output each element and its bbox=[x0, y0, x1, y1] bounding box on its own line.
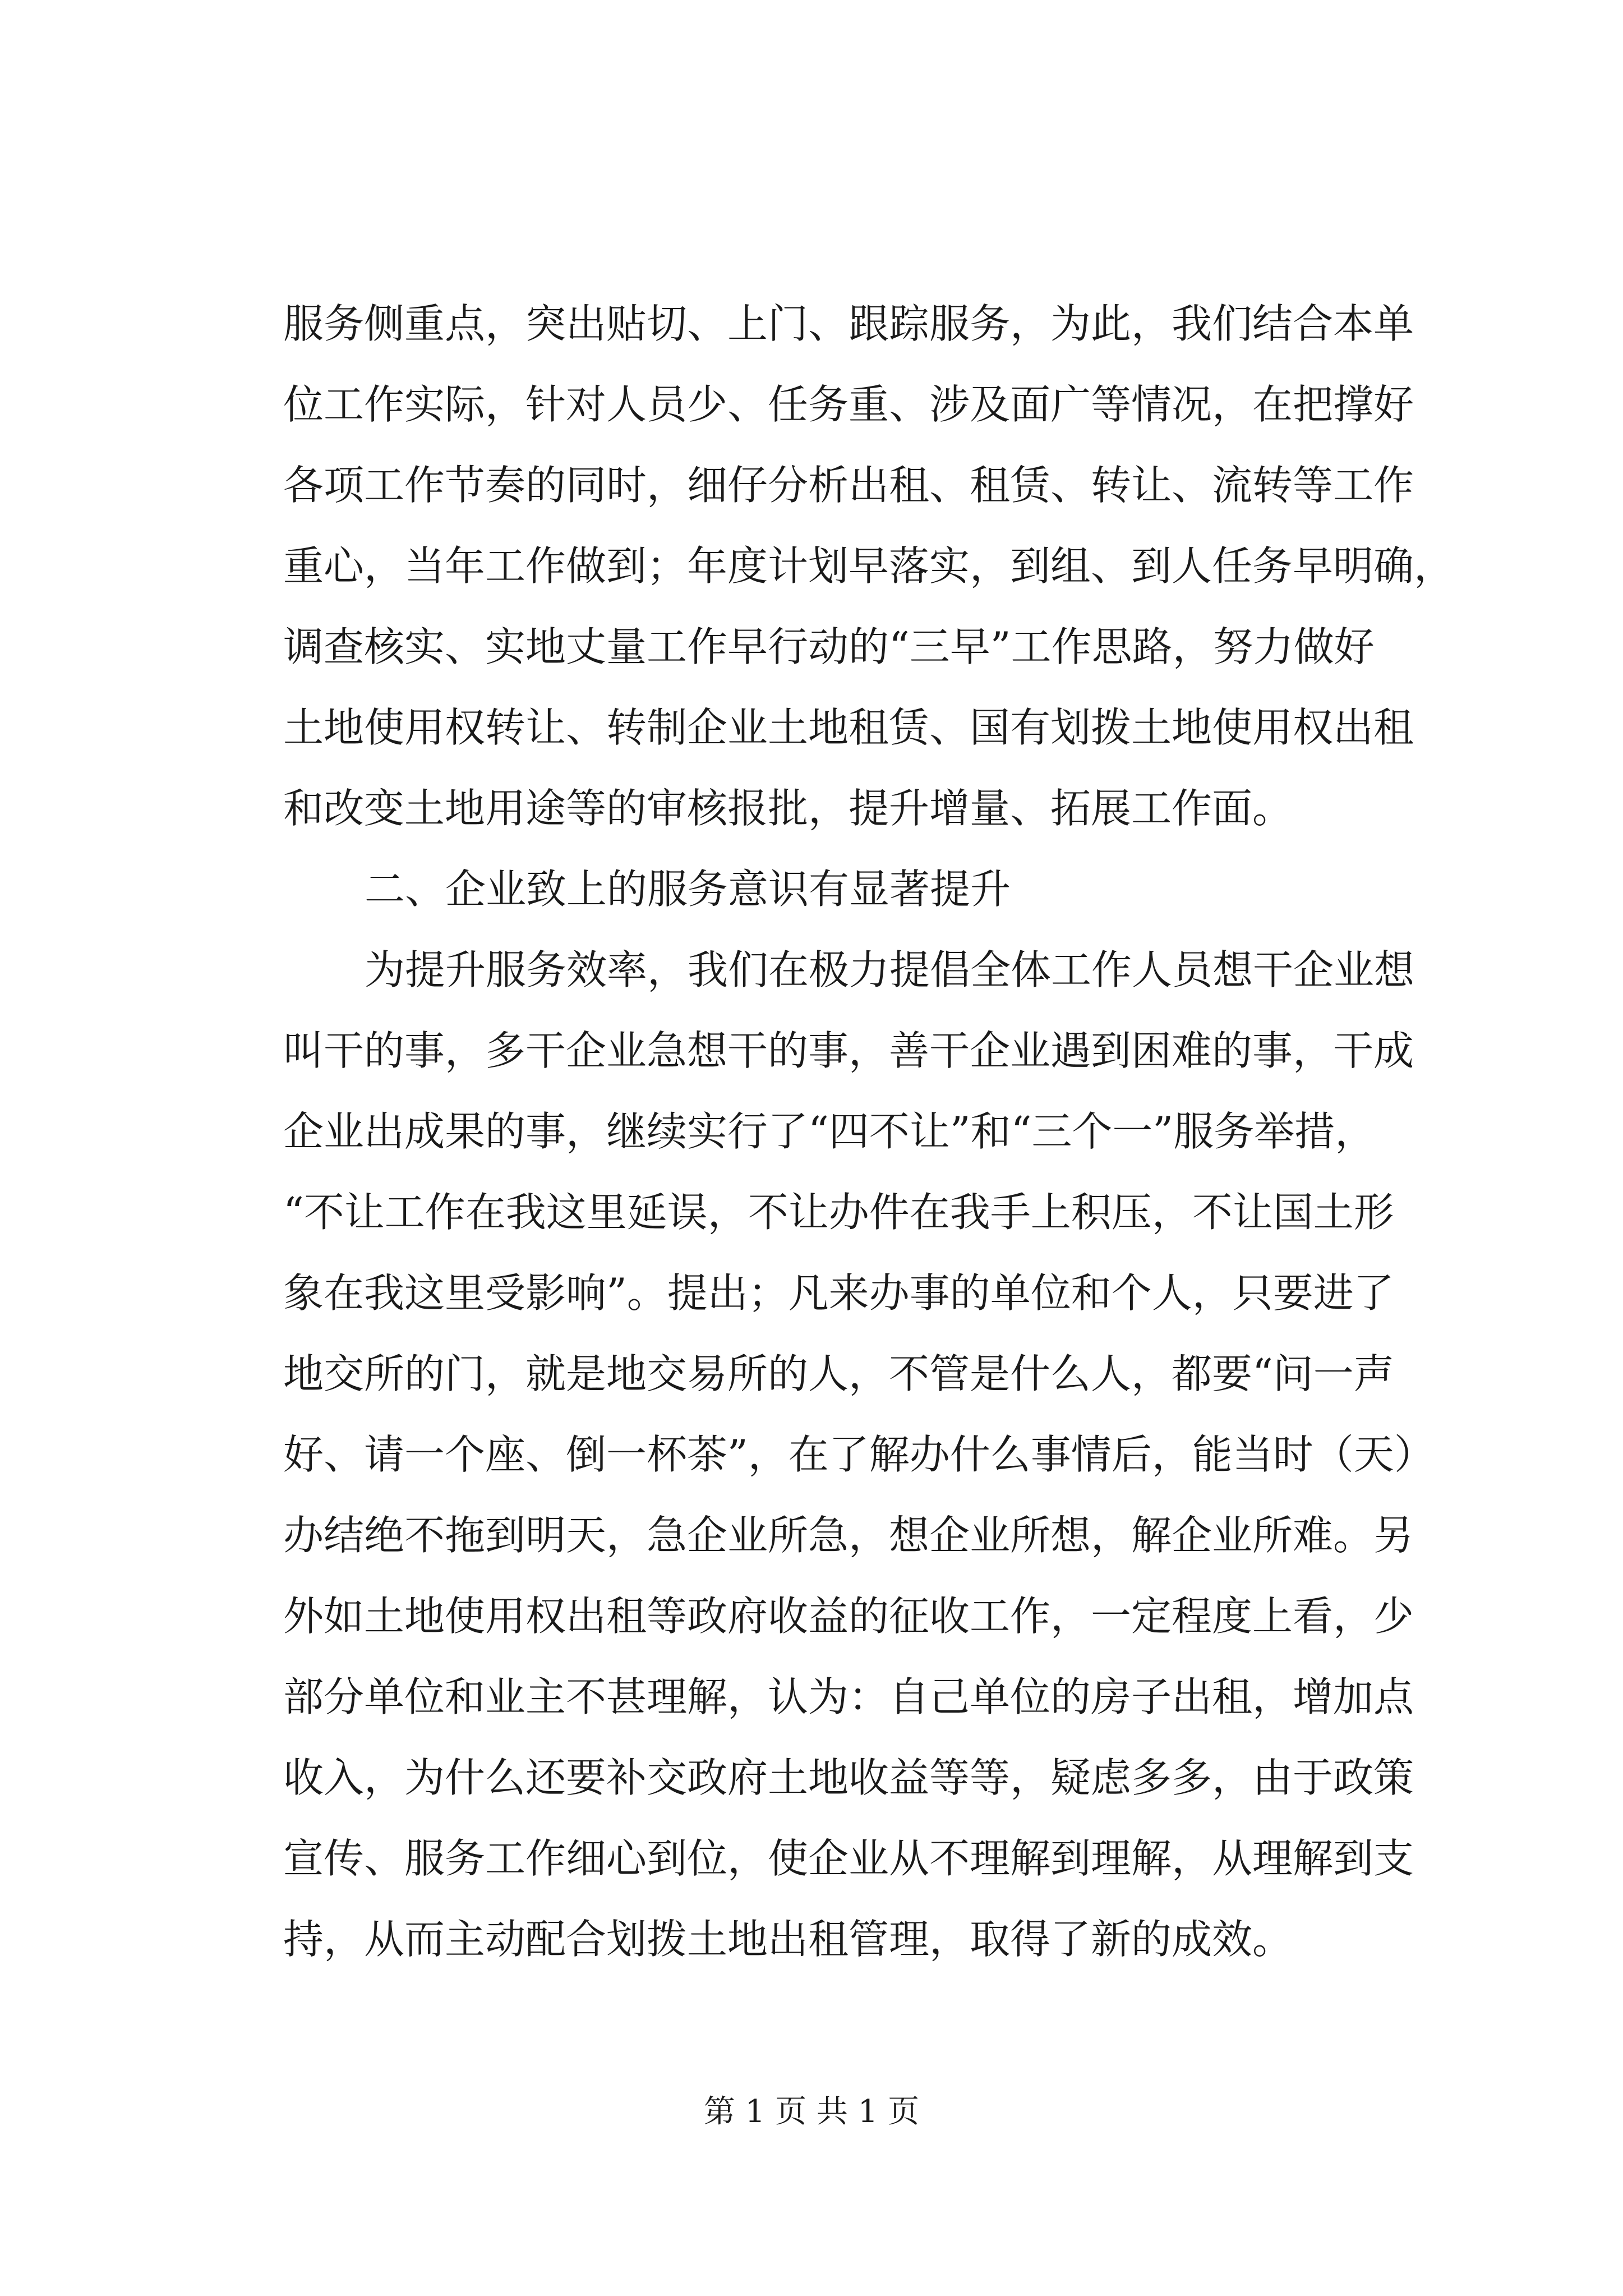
text-line: 收入，为什么还要补交政府土地收益等等，疑虑多多，由于政策 bbox=[283, 1754, 1414, 1801]
text-line: 部分单位和业主不甚理解，认为：自己单位的房子出租，增加点 bbox=[283, 1673, 1414, 1720]
text-line: 为提升服务效率，我们在极力提倡全体工作人员想干企业想 bbox=[365, 946, 1415, 993]
text-line: 重心，当年工作做到；年度计划早落实，到组、到人任务早明确， bbox=[283, 542, 1455, 590]
text-line: 象在我这里受影响”。提出；凡来办事的单位和个人，只要进了 bbox=[283, 1269, 1394, 1317]
text-line: 土地使用权转让、转制企业土地租赁、国有划拨土地使用权出租 bbox=[283, 704, 1414, 751]
text-line: 服务侧重点，突出贴切、上门、跟踪服务，为此，我们结合本单 bbox=[283, 300, 1414, 347]
text-line: 企业出成果的事，继续实行了“四不让”和“三个一”服务举措， bbox=[283, 1108, 1376, 1155]
page-footer bbox=[0, 2090, 1623, 2134]
text-line: 宣传、服务工作细心到位，使企业从不理解到理解，从理解到支 bbox=[283, 1835, 1414, 1882]
text-line: 好、请一个座、倒一杯茶”，在了解办什么事情后，能当时（天） bbox=[283, 1431, 1435, 1478]
text-line: 叫干的事，多干企业急想干的事，善干企业遇到困难的事，干成 bbox=[283, 1027, 1414, 1074]
text-line: 和改变土地用途等的审核报批，提升增量、拓展工作面。 bbox=[283, 785, 1293, 832]
text-line: “不让工作在我这里延误，不让办件在我手上积压，不让国土形 bbox=[283, 1189, 1394, 1236]
section-heading: 二、企业致上的服务意识有显著提升 bbox=[365, 866, 1011, 913]
text-line: 调查核实、实地丈量工作早行动的“三早”工作思路，努力做好 bbox=[283, 623, 1375, 670]
text-line: 外如土地使用权出租等政府收益的征收工作，一定程度上看，少 bbox=[283, 1593, 1414, 1640]
text-line: 办结绝不拖到明天，急企业所急，想企业所想，解企业所难。另 bbox=[283, 1512, 1414, 1559]
document-body bbox=[283, 283, 1455, 1980]
page-number-label: 第 1 页 共 1 页 bbox=[703, 2093, 920, 2130]
text-line: 各项工作节奏的同时，细仔分析出租、租赁、转让、流转等工作 bbox=[283, 462, 1414, 509]
text-line: 位工作实际，针对人员少、任务重、涉及面广等情况，在把撑好 bbox=[283, 381, 1414, 428]
text-line: 持，从而主动配合划拨土地出租管理，取得了新的成效。 bbox=[283, 1916, 1293, 1963]
text-line: 地交所的门，就是地交易所的人，不管是什么人，都要“问一声 bbox=[283, 1350, 1394, 1397]
